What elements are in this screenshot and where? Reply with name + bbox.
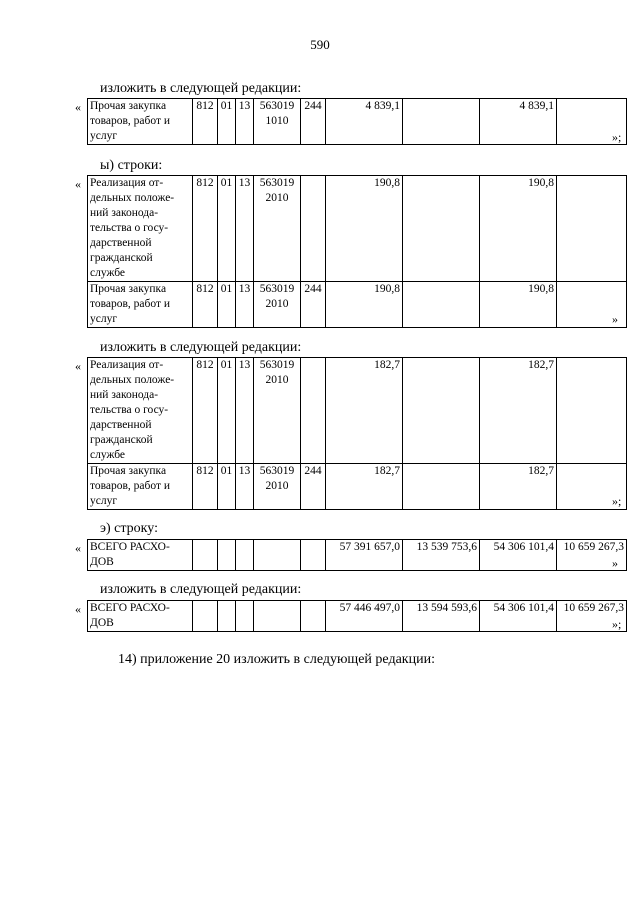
code-cell: 812 <box>193 99 218 145</box>
code-cell: 13 <box>236 464 254 510</box>
amount-cell: 10 659 267,3 <box>557 601 627 632</box>
section-caption: э) строку: <box>100 521 158 536</box>
amount-cell: 182,7 <box>480 464 557 510</box>
row-name: Реализация от- дельных положе- ний законода- тельства о госу- дарственной гражданской службе <box>88 358 193 464</box>
amount-cell <box>403 464 480 510</box>
table-row <box>88 99 627 145</box>
open-quote: « <box>75 177 81 191</box>
table-row <box>88 358 627 464</box>
code-cell: 13 <box>236 99 254 145</box>
amount-cell: 13 539 753,6 <box>403 540 480 571</box>
code-cell: 01 <box>218 282 236 328</box>
code-cell: 01 <box>218 99 236 145</box>
code-cell: 812 <box>193 358 218 464</box>
code-cell: 13 <box>236 358 254 464</box>
budget-table <box>87 357 627 510</box>
close-quote: » <box>612 556 618 570</box>
amount-cell <box>403 358 480 464</box>
code-cell <box>218 601 236 632</box>
amount-cell: 4 839,1 <box>326 99 403 145</box>
amount-cell <box>403 282 480 328</box>
amount-cell: 190,8 <box>480 176 557 282</box>
close-quote: »; <box>612 617 622 631</box>
row-name: ВСЕГО РАСХО- ДОВ <box>88 601 193 632</box>
amount-cell: 57 446 497,0 <box>326 601 403 632</box>
page-number: 590 <box>310 37 330 52</box>
code-cell: 244 <box>301 99 326 145</box>
budget-table <box>87 98 627 145</box>
code-cell: 812 <box>193 464 218 510</box>
amount-cell <box>403 176 480 282</box>
section-caption: изложить в следующей редакции: <box>100 81 302 96</box>
open-quote: « <box>75 541 81 555</box>
footer-paragraph: 14) приложение 20 изложить в следующей редакции: <box>118 652 435 667</box>
section-caption: изложить в следующей редакции: <box>100 582 302 597</box>
amount-cell: 13 594 593,6 <box>403 601 480 632</box>
amount-cell: 190,8 <box>326 176 403 282</box>
open-quote: « <box>75 100 81 114</box>
amount-cell: 4 839,1 <box>480 99 557 145</box>
code-cell: 01 <box>218 358 236 464</box>
table-row <box>88 282 627 328</box>
code-cell: 563019 2010 <box>254 464 301 510</box>
budget-table <box>87 175 627 328</box>
code-cell: 563019 1010 <box>254 99 301 145</box>
section-caption: ы) строки: <box>100 158 163 173</box>
amount-cell: 190,8 <box>480 282 557 328</box>
table-row <box>88 601 627 632</box>
code-cell <box>236 540 254 571</box>
amount-cell: 182,7 <box>480 358 557 464</box>
amount-cell: 57 391 657,0 <box>326 540 403 571</box>
row-name: ВСЕГО РАСХО- ДОВ <box>88 540 193 571</box>
amount-cell <box>557 358 627 464</box>
code-cell <box>301 358 326 464</box>
close-quote: » <box>612 312 618 326</box>
open-quote: « <box>75 359 81 373</box>
amount-cell: 182,7 <box>326 358 403 464</box>
amount-cell: 54 306 101,4 <box>480 601 557 632</box>
code-cell <box>301 601 326 632</box>
amount-cell: 182,7 <box>326 464 403 510</box>
row-name: Прочая закупка товаров, работ и услуг <box>88 282 193 328</box>
budget-table <box>87 539 627 571</box>
code-cell: 812 <box>193 176 218 282</box>
code-cell <box>193 601 218 632</box>
code-cell <box>301 540 326 571</box>
code-cell <box>193 540 218 571</box>
amount-cell <box>403 99 480 145</box>
row-name: Прочая закупка товаров, работ и услуг <box>88 464 193 510</box>
code-cell: 812 <box>193 282 218 328</box>
code-cell <box>254 601 301 632</box>
code-cell: 01 <box>218 176 236 282</box>
close-quote: »; <box>612 130 622 144</box>
row-name: Прочая закупка товаров, работ и услуг <box>88 99 193 145</box>
code-cell: 13 <box>236 282 254 328</box>
table-row <box>88 464 627 510</box>
code-cell <box>236 601 254 632</box>
code-cell <box>218 540 236 571</box>
section-caption: изложить в следующей редакции: <box>100 340 302 355</box>
table-row <box>88 540 627 571</box>
amount-cell <box>557 176 627 282</box>
budget-table <box>87 600 627 632</box>
code-cell <box>301 176 326 282</box>
code-cell: 563019 2010 <box>254 282 301 328</box>
code-cell <box>254 540 301 571</box>
row-name: Реализация от- дельных положе- ний законода- тельства о госу- дарственной гражданской службе <box>88 176 193 282</box>
code-cell: 563019 2010 <box>254 358 301 464</box>
code-cell: 244 <box>301 282 326 328</box>
table-row <box>88 176 627 282</box>
close-quote: »; <box>612 494 622 508</box>
open-quote: « <box>75 602 81 616</box>
amount-cell: 190,8 <box>326 282 403 328</box>
amount-cell: 10 659 267,3 <box>557 540 627 571</box>
amount-cell: 54 306 101,4 <box>480 540 557 571</box>
code-cell: 13 <box>236 176 254 282</box>
code-cell: 563019 2010 <box>254 176 301 282</box>
code-cell: 01 <box>218 464 236 510</box>
code-cell: 244 <box>301 464 326 510</box>
